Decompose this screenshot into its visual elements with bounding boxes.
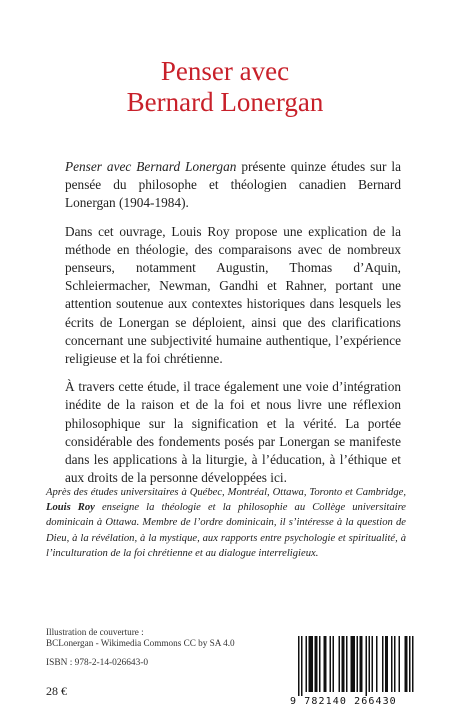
- barcode-bar: [324, 636, 327, 692]
- isbn-number: ISBN : 978-2-14-026643-0: [46, 658, 149, 668]
- barcode-bar: [412, 636, 414, 692]
- barcode-bar: [346, 636, 348, 692]
- book-title: [0, 56, 450, 118]
- barcode-bar: [382, 636, 384, 692]
- barcode-bar: [339, 636, 341, 692]
- barcode-bar: [330, 636, 332, 692]
- barcode-bar: [342, 636, 345, 692]
- barcode-bar: [319, 636, 321, 692]
- title-line-2: Bernard Lonergan: [126, 87, 324, 117]
- blurb-p1-text: présente quinze études sur la pensée du philosophe et théologien canadien Bernard Lonergan (1904-1984).: [65, 159, 402, 211]
- barcode-bars: [290, 634, 418, 696]
- barcode-bar: [366, 636, 368, 696]
- credit-line-1: Illustration de couverture :: [46, 627, 144, 637]
- barcode-bar: [369, 636, 371, 692]
- blurb-book-title: Penser avec Bernard Lonergan: [65, 159, 237, 174]
- bio-text-1: Après des études universitaires à Québec, Montréal, Ottawa, Toronto et Cambridge,: [46, 487, 406, 498]
- barcode-bar: [309, 636, 314, 692]
- author-bio: [46, 485, 406, 561]
- barcode-bar: [405, 636, 408, 692]
- credit-line-2: BCLonergan - Wikimedia Commons CC by SA 4.0: [46, 638, 235, 648]
- author-name: Louis Roy: [46, 502, 95, 514]
- barcode-bar: [394, 636, 396, 692]
- barcode-bar: [360, 636, 363, 692]
- barcode-bar: [351, 636, 356, 692]
- barcode: [290, 634, 418, 708]
- title-line-1: Penser avec: [160, 56, 290, 86]
- blurb-paragraph-1: [65, 158, 401, 213]
- barcode-bar: [315, 636, 318, 692]
- price: 28 €: [46, 684, 67, 698]
- barcode-bar: [301, 636, 303, 696]
- blurb-paragraph-3: À travers cette étude, il trace également une voie d’intégration inédite de la raison et de la foi et nous livre une réflexion philosophique sur la signification et la vérité. La portée considérable des fondements posés par Lonergan se manifeste dans les applications à la liturgie, à l’éducation, à l’éthique et aux droits de la personne développées ici.: [65, 379, 401, 486]
- blurb: [65, 158, 401, 497]
- barcode-bar: [385, 636, 388, 692]
- barcode-bar: [409, 636, 411, 692]
- barcode-bar: [372, 636, 374, 692]
- barcode-bar: [391, 636, 393, 692]
- cover-credit: [46, 627, 246, 649]
- barcode-bar: [333, 636, 335, 692]
- barcode-bar: [306, 636, 308, 692]
- blurb-paragraph-2: Dans cet ouvrage, Louis Roy propose une explication de la méthode en théologie, des comparaisons avec de nombreux penseurs, notamment Augustin, Thomas d’Aquin, Schleiermacher, Newman, Gandhi et Rahner, portant une attention soutenue aux contextes historiques dans lesquels les écrits de Lonergan se déploient, ainsi que des clarifications concernant une subjectivité humaine authentique, l’expérience religieuse et la foi chrétienne.: [65, 223, 401, 367]
- barcode-digits: 9 782140 266430: [290, 696, 397, 707]
- barcode-bar: [399, 636, 401, 692]
- barcode-bar: [298, 636, 300, 696]
- bio-text-2: enseigne la théologie et la philosophie au Collège universitaire dominicain à Ottawa. Membre de l’ordre dominicain, il s’intéresse à la question de Dieu, à la révélation, à la mystique, aux rapports entre psychologie et spiritualité, à l’inculturation de la foi chrétienne et au dialogue interreligieux.: [46, 502, 406, 559]
- barcode-bar: [357, 636, 359, 692]
- barcode-bar: [376, 636, 378, 692]
